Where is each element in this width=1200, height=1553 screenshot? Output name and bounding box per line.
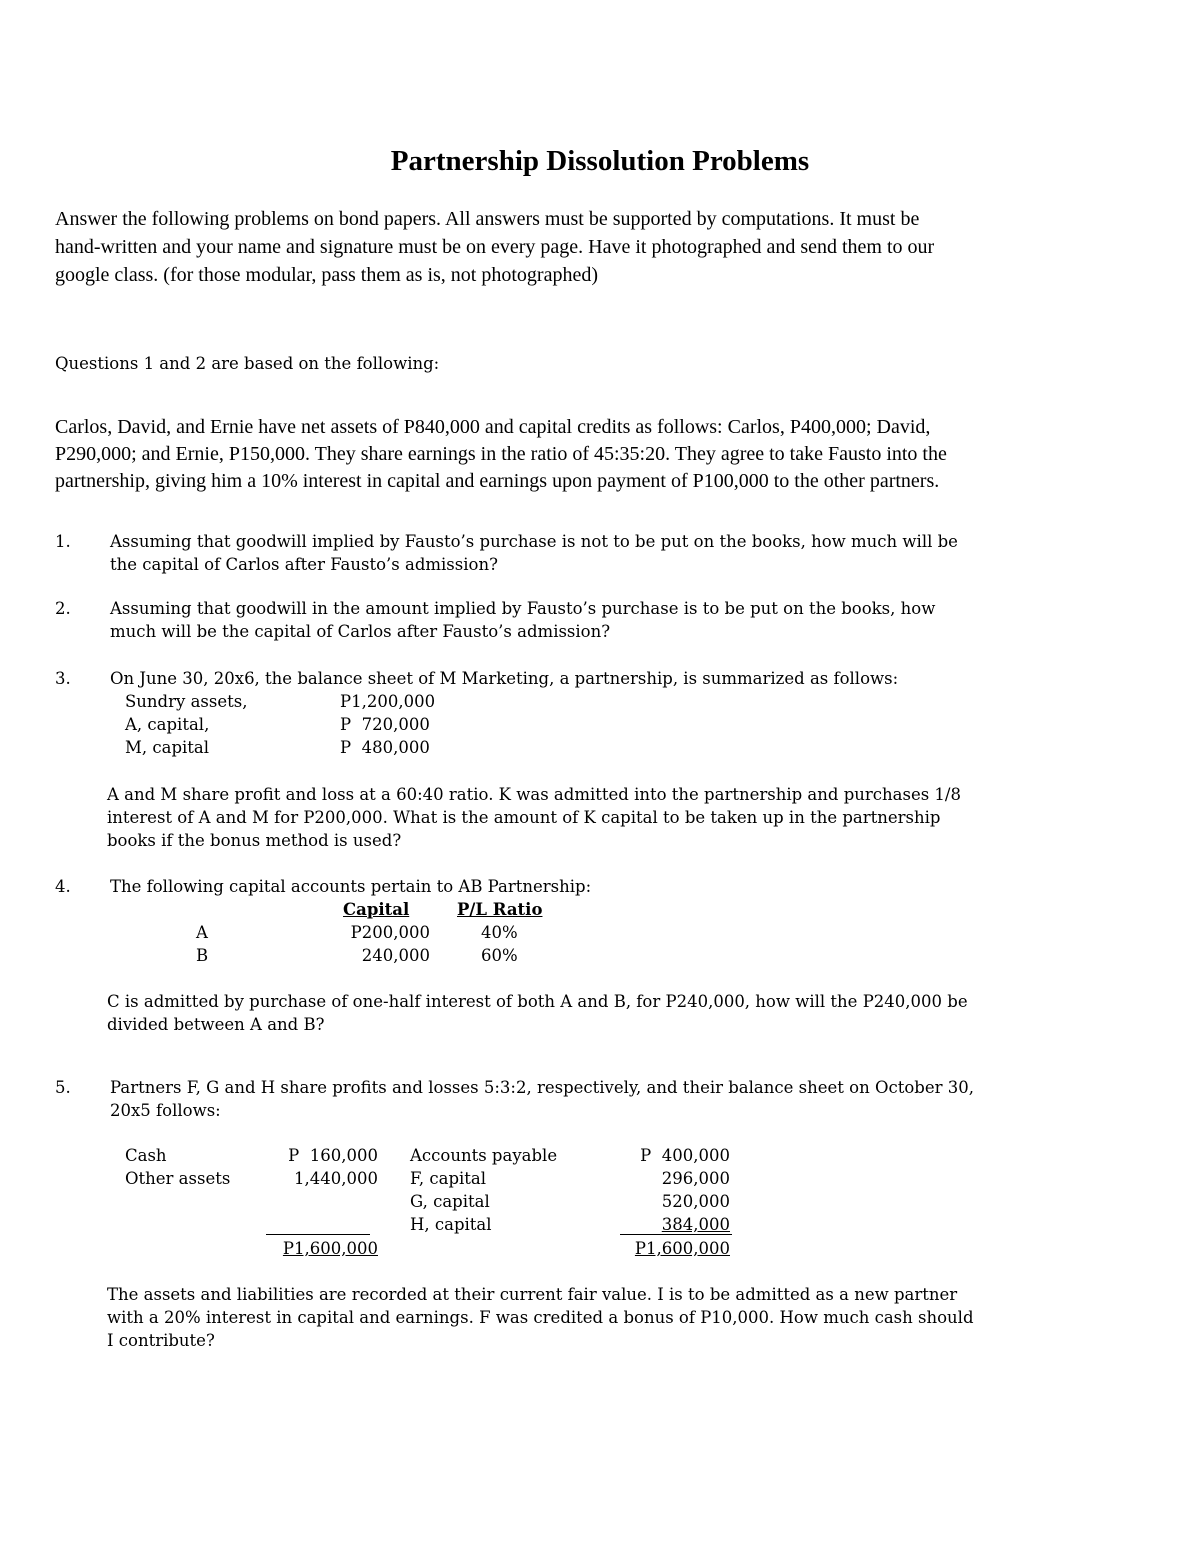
question-text-line: 20x5 follows:	[110, 1101, 221, 1120]
q4-partner: B	[196, 946, 209, 965]
q4-header-ratio: P/L Ratio	[457, 900, 543, 919]
question-number: 1.	[55, 532, 71, 551]
q3-row-value: P1,200,000	[340, 692, 436, 711]
question-text-line: interest of A and M for P200,000. What is the amount of K capital to be taken up in the partnership	[107, 808, 941, 827]
q3-row-label: Sundry assets,	[125, 692, 248, 711]
q4-capital: P200,000	[350, 923, 430, 942]
q4-partner: A	[196, 923, 208, 942]
question-number: 4.	[55, 877, 71, 896]
question-text-line: C is admitted by purchase of one-half interest of both A and B, for P240,000, how will the P240,000 be	[107, 992, 968, 1011]
instructions-line: Answer the following problems on bond papers. All answers must be supported by computations. It must be	[55, 208, 920, 230]
q5-liability-label: H, capital	[410, 1215, 492, 1234]
instructions-paragraph	[55, 205, 1105, 289]
question-text-line: much will be the capital of Carlos after Fausto’s admission?	[110, 622, 611, 641]
scenario-paragraph	[55, 414, 1105, 495]
q3-row-label: M, capital	[125, 738, 210, 757]
q5-liability-label: F, capital	[410, 1169, 487, 1188]
question-text-line: the capital of Carlos after Fausto’s admission?	[110, 555, 498, 574]
question-number: 3.	[55, 669, 71, 688]
q5-liability-value: P 400,000	[640, 1146, 730, 1165]
q5-asset-value: P 160,000	[288, 1146, 378, 1165]
instructions-line: google class. (for those modular, pass them as is, not photographed)	[55, 264, 598, 286]
question-text-line: A and M share profit and loss at a 60:40 ratio. K was admitted into the partnership and purchases 1/8	[107, 785, 961, 804]
question-text-line: The following capital accounts pertain to AB Partnership:	[110, 877, 592, 896]
question-text-line: divided between A and B?	[107, 1015, 325, 1034]
q4-header-capital: Capital	[343, 900, 410, 919]
scenario-line: partnership, giving him a 10% interest in capital and earnings upon payment of P100,000 to the other partners.	[55, 470, 940, 492]
question-number: 5.	[55, 1078, 71, 1097]
scenario-line: P290,000; and Ernie, P150,000. They share earnings in the ratio of 45:35:20. They agree to take Fausto into the	[55, 443, 947, 465]
question-text-line: Partners F, G and H share profits and losses 5:3:2, respectively, and their balance sheet on October 30,	[110, 1078, 974, 1097]
questions-intro: Questions 1 and 2 are based on the following:	[55, 354, 440, 373]
q4-ratio: 40%	[481, 923, 518, 942]
instructions-line: hand-written and your name and signature must be on every page. Have it photographed and send them to our	[55, 236, 935, 258]
q5-asset-label: Cash	[125, 1146, 167, 1165]
question-text-line: books if the bonus method is used?	[107, 831, 402, 850]
question-text-line: The assets and liabilities are recorded at their current fair value. I is to be admitted as a new partner	[107, 1285, 958, 1304]
q4-capital: 240,000	[361, 946, 430, 965]
q3-row-label: A, capital,	[125, 715, 210, 734]
q5-asset-label: Other assets	[125, 1169, 231, 1188]
scenario-line: Carlos, David, and Ernie have net assets of P840,000 and capital credits as follows: Carlos, P400,000; David,	[55, 416, 931, 438]
question-text-line: I contribute?	[107, 1331, 215, 1350]
q3-row-value: P 480,000	[340, 738, 430, 757]
question-text-line: Assuming that goodwill in the amount implied by Fausto’s purchase is to be put on the books, how	[110, 599, 936, 618]
question-text-line: Assuming that goodwill implied by Fausto’s purchase is not to be put on the books, how much will be	[110, 532, 958, 551]
question-text-line: On June 30, 20x6, the balance sheet of M Marketing, a partnership, is summarized as follows:	[110, 669, 899, 688]
q5-liability-label: Accounts payable	[410, 1146, 558, 1165]
q5-liability-label: G, capital	[410, 1192, 490, 1211]
page-title: Partnership Dissolution Problems	[390, 145, 810, 177]
q5-liability-value: 384,000	[661, 1215, 730, 1234]
question-number: 2.	[55, 599, 71, 618]
q3-row-value: P 720,000	[340, 715, 430, 734]
q5-liability-value: 520,000	[661, 1192, 730, 1211]
q5-asset-total: P1,600,000	[282, 1239, 378, 1258]
q5-asset-rule	[266, 1234, 370, 1235]
q5-asset-value: 1,440,000	[294, 1169, 378, 1188]
q5-liability-total: P1,600,000	[634, 1239, 730, 1258]
q4-ratio: 60%	[481, 946, 518, 965]
question-text-line: with a 20% interest in capital and earnings. F was credited a bonus of P10,000. How much cash should	[107, 1308, 974, 1327]
q5-liability-rule	[620, 1234, 732, 1235]
q5-liability-value: 296,000	[661, 1169, 730, 1188]
